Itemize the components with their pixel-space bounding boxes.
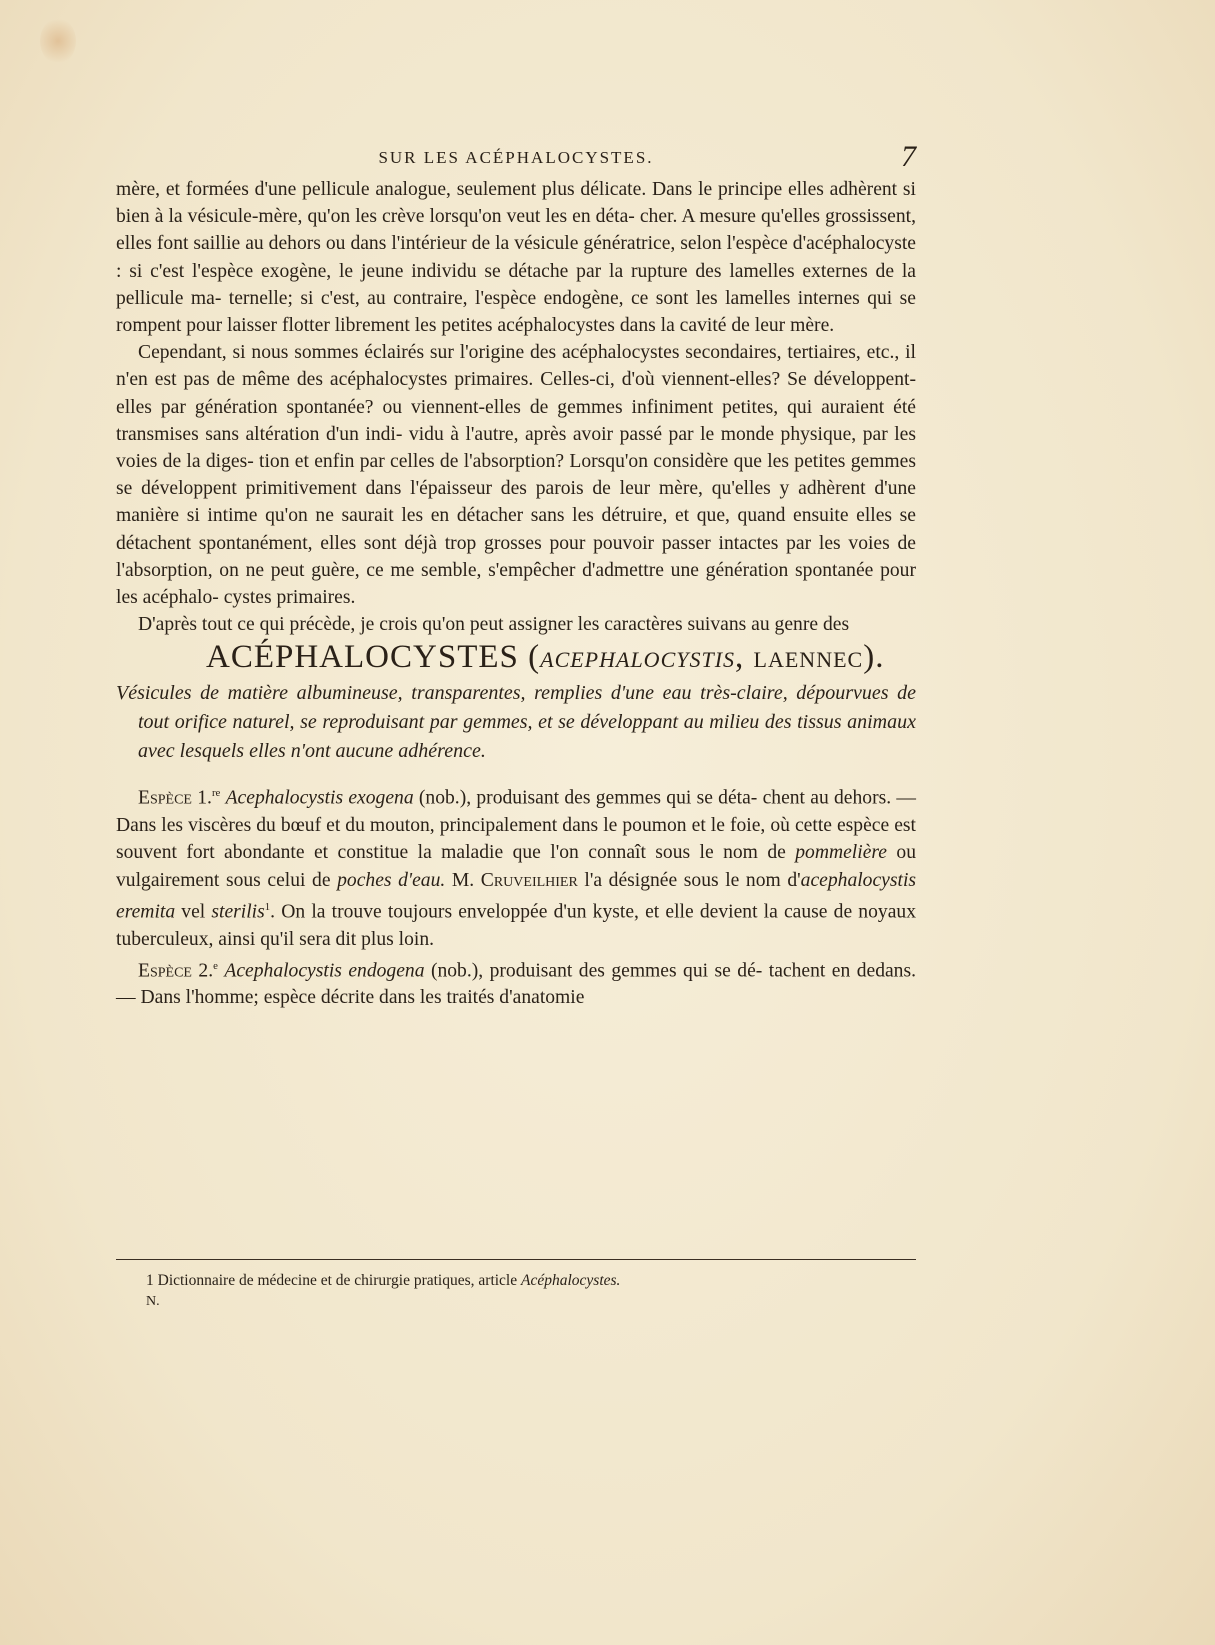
footnote-reference[interactable]: 1	[264, 900, 271, 913]
species-2-label: Espèce 2.	[138, 960, 214, 982]
paragraph-1: mère, et formées d'une pellicule analogue, seulement plus délicate. Dans le principe elles adhèrent si bien à la vésicule-mère, qu'on les crève lorsqu'on veut les en déta- cher. A mesure qu'elles grossissent, elles font saillie au dehors ou dans l'intérieur de la vésicule génératrice, selon l'espèce d'acéphalocyste : si c'est l'espèce exogène, le jeune individu se détache par la rupture des lamelles externes de la pellicule ma- ternelle; si c'est, au contraire, l'espèce endogène, ce sont les lamelles internes qui se rompent pour laisser flotter librement les petites acéphalocystes dans la cavité de leur mère.	[116, 179, 916, 337]
species-2-text-1: (nob.), produisant des gemmes qui se dé- tachent en dedans. — Dans l'homme; espèce décrite dans les traités d'anatomie	[116, 960, 917, 1009]
page-header	[116, 140, 916, 176]
species-1-label-sup: re	[211, 787, 221, 800]
footnote	[146, 1270, 906, 1291]
species-1-term-4: sterilis	[211, 901, 265, 923]
genus-heading	[116, 638, 916, 679]
body-text	[116, 176, 916, 1012]
genus-comma: ,	[735, 639, 754, 676]
species-1-term-3: acephalocystis eremita	[116, 869, 917, 923]
species-1-text-5: vel	[175, 901, 212, 923]
footnote-term: Acéphalocystes.	[521, 1272, 621, 1289]
paragraph-2: Cependant, si nous sommes éclairés sur l'origine des acéphalocystes secondaires, tertiaires, etc., il n'en est pas de même des acéphalocystes primaires. Celles-ci, d'où viennent-elles? Se développent-elles par génération spontanée? ou viennent-elles de gemmes infiniment petites, qui auraient été transmises sans altération d'un indi- vidu à l'autre, après avoir passé par le monde physique, par les voies de la diges- tion et enfin par celles de l'absorption? Lorsqu'on considère que les petites gemmes se développent primitivement dans l'épaisseur des parois de leur mère, qu'elles y adhèrent d'une manière si intime qu'on ne saurait les en détacher sans les détruire, et que, quand ensuite elles se détachent spontanément, elles sont déjà trop grosses pour pouvoir passer intactes par les voies de l'absorption, on ne peut guère, ce me semble, s'empêcher d'admettre une génération spontanée pour les acéphalo- cystes primaires.	[116, 342, 916, 609]
genus-diagnosis: Vésicules de matière albumineuse, transparentes, remplies d'une eau très-claire, dépourvues de tout orifice naturel, se reproduisant par gemmes, et se développant au milieu des tissus animaux avec lesquels elles n'ont aucune adhérence.	[116, 682, 916, 763]
species-1-text-1: (nob.), produisant des gemmes qui se déta- chent au dehors. — Dans les viscères du bœuf et du mouton, principalement dans le poumon et le foie, où cette espèce est souvent fort abondante et constitue la maladie que l'on connaît sous le nom de	[116, 787, 916, 864]
running-title: SUR LES ACÉPHALOCYSTES.	[378, 148, 654, 167]
paragraph-3: D'après tout ce qui précède, je crois qu'on peut assigner les caractères suivans au genre des	[138, 614, 850, 636]
paper-stain	[40, 18, 76, 64]
species-1-term-1: pommelière	[795, 842, 887, 864]
species-2	[116, 953, 916, 1012]
species-1-text-3: M.	[445, 869, 481, 891]
footnote-text: Dictionnaire de médecine et de chirurgie pratiques, article	[153, 1272, 521, 1289]
genus-latin: ACEPHALOCYSTIS	[540, 647, 736, 673]
species-1-label: Espèce 1.	[138, 787, 212, 809]
species-1-term-2: poches d'eau.	[337, 869, 446, 891]
species-1-name: Acephalocystis exogena	[225, 787, 414, 809]
species-1-text-6: . On la trouve toujours enveloppée d'un kyste, et elle devient la cause de noyaux tuberculeux, ainsi qu'il sera dit plus loin.	[116, 901, 916, 950]
genus-close-paren: ).	[863, 639, 885, 676]
species-2-label-sup: e	[213, 959, 218, 972]
signature-mark: N.	[146, 1294, 160, 1309]
footnote-rule	[116, 1259, 916, 1260]
species-1-text-4: l'a désignée sous le nom d'	[577, 869, 801, 891]
genus-author: LAENNEC	[753, 647, 864, 673]
page-number: 7	[901, 140, 916, 173]
species-1	[116, 780, 916, 952]
genus-open-paren: (	[518, 639, 541, 676]
species-1-text-2: ou vulgairement sous celui de	[116, 842, 916, 891]
species-1-person: Cruveilhier	[480, 869, 578, 891]
footnote-number: 1	[146, 1272, 154, 1289]
genus-name: ACÉPHALOCYSTES	[206, 639, 519, 676]
species-2-name: Acephalocystis endogena	[224, 960, 425, 982]
